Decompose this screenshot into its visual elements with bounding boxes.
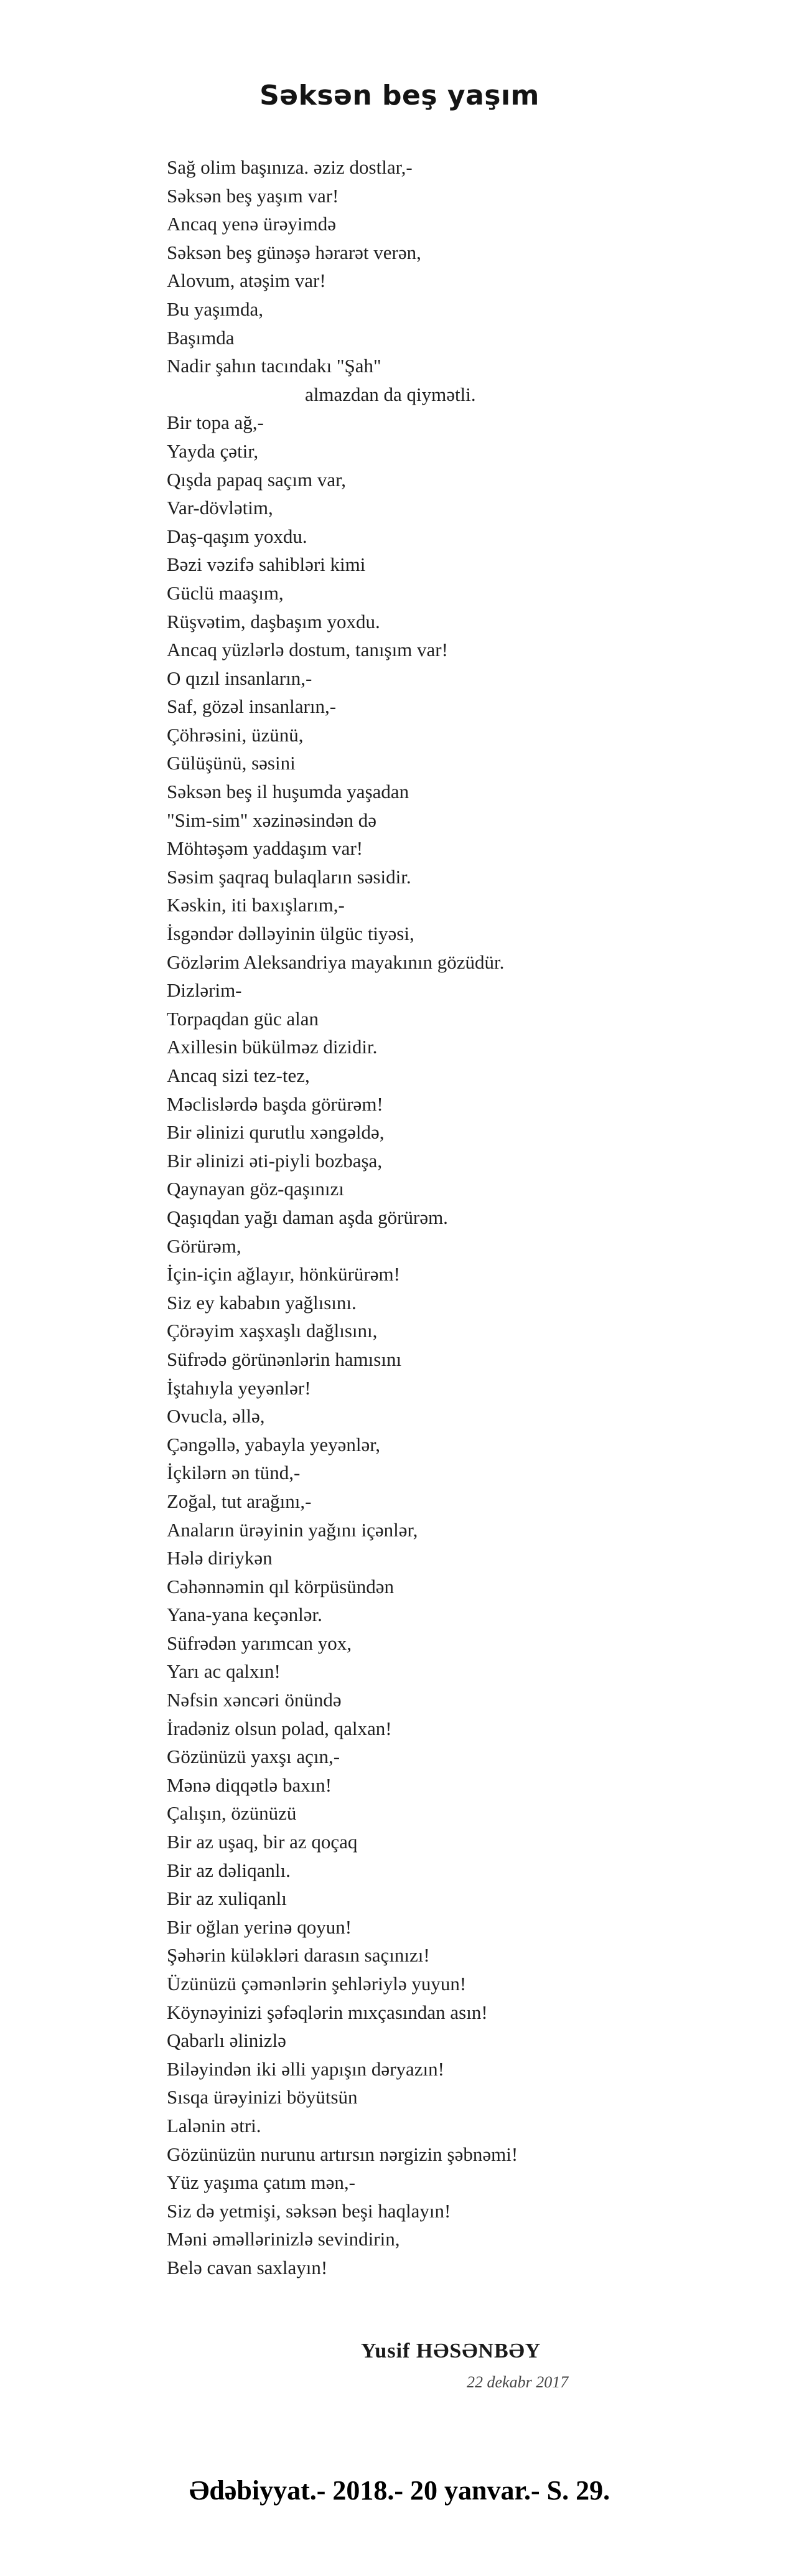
- poem-line: Rüşvətim, daşbaşım yoxdu.: [167, 610, 380, 632]
- poem-line: Ovucla, əllə,: [167, 1405, 265, 1427]
- poem-line: Bir əlinizi qurutlu xəngəldə,: [167, 1121, 385, 1144]
- poem-line: Kəskin, iti baxışlarım,-: [167, 894, 345, 916]
- poem-line: Belə cavan saxlayın!: [167, 2256, 328, 2278]
- poem-line: "Sim-sim" xəzinəsindən də: [167, 809, 376, 831]
- poem-line: Dizlərim-: [167, 979, 242, 1002]
- poem-line: Bu yaşımda,: [167, 298, 263, 320]
- poem-line: Möhtəşəm yaddaşım var!: [167, 837, 363, 860]
- poem-line: Axillesin bükülməz dizidir.: [167, 1036, 378, 1058]
- poem-line: Bəzi vəzifə sahibləri kimi: [167, 553, 366, 576]
- poem-line: Biləyindən iki əlli yapışın dəryazın!: [167, 2057, 444, 2080]
- poem-line: Çörəyim xaşxaşlı dağlısını,: [167, 1320, 378, 1342]
- poem-line: Səksən beş yaşım var!: [167, 184, 339, 207]
- poem-line: Bir az uşaq, bir az qoçaq: [167, 1831, 358, 1853]
- poem-line: Anaların ürəyinin yağını içənlər,: [167, 1518, 418, 1541]
- poem-line: Qaşıqdan yağı daman aşda görürəm.: [167, 1206, 448, 1228]
- poem-line: Bir əlinizi əti-piyli bozbaşa,: [167, 1149, 383, 1172]
- poem-line: Süfrədə görünənlərin hamısını: [167, 1348, 402, 1370]
- poem-line: almazdan da qiymətli.: [305, 383, 476, 405]
- poem-line: Süfrədən yarımcan yox,: [167, 1632, 352, 1654]
- poem-line: Yayda çətir,: [167, 440, 259, 462]
- poem-line: Gözlərim Aleksandriya mayakının gözüdür.: [167, 951, 505, 973]
- poem-line: Qışda papaq saçım var,: [167, 468, 346, 491]
- poem-line: Gözünüzün nurunu artırsın nərgizin şəbnəmi!: [167, 2143, 518, 2165]
- poem-line: Çalışın, özünüzü: [167, 1802, 297, 1825]
- poem-line: Məclislərdə başda görürəm!: [167, 1093, 383, 1115]
- poem-line: Zoğal, tut arağını,-: [167, 1490, 312, 1512]
- poem-line: Mənə diqqətlə baxın!: [167, 1774, 332, 1796]
- poem-line: Ancaq yüzlərlə dostum, tanışım var!: [167, 639, 448, 661]
- poem-body: [167, 153, 789, 2282]
- poem-line: O qızıl insanların,-: [167, 667, 312, 689]
- poem-line: Gözünüzü yaxşı açın,-: [167, 1746, 340, 1768]
- poem-line: Ancaq yenə ürəyimdə: [167, 213, 336, 235]
- poem-line: Bir oğlan yerinə qoyun!: [167, 1916, 352, 1938]
- poem-line: Məni əməllərinizlə sevindirin,: [167, 2228, 400, 2250]
- poem-line: Çöhrəsini, üzünü,: [167, 723, 304, 746]
- poem-line: Şəhərin küləkləri darasın saçınızı!: [167, 1944, 430, 1967]
- poem-line: Torpaqdan güc alan: [167, 1007, 319, 1030]
- poem-line: Ancaq sizi tez-tez,: [167, 1065, 310, 1086]
- poem-line: Hələ diriykən: [167, 1547, 273, 1569]
- poem-line: Cəhənnəmin qıl körpüsündən: [167, 1575, 395, 1597]
- poem-line: Alovum, atəşim var!: [167, 270, 326, 292]
- poem-line: Siz ey kababın yağlısını.: [167, 1291, 357, 1314]
- poem-line: Bir az xuliqanlı: [167, 1887, 287, 1910]
- poem-line: Bir topa ağ,-: [167, 411, 264, 434]
- poem-line: Gülüşünü, səsini: [167, 752, 296, 774]
- poem-line: Yarı ac qalxın!: [167, 1660, 281, 1683]
- publication-source: Ədəbiyyat.- 2018.- 20 yanvar.- S. 29.: [189, 2475, 610, 2506]
- poem-line: Siz də yetmişi, səksən beşi haqlayın!: [167, 2199, 451, 2222]
- poem-line: Başımda: [167, 326, 235, 349]
- poem-line: Səsim şaqraq bulaqların səsidir.: [167, 865, 411, 888]
- poem-line: Qaynayan göz-qaşınızı: [167, 1178, 344, 1200]
- poem-line: Güclü maaşım,: [167, 581, 284, 604]
- poem-line: Nadir şahın tacındakı "Şah": [167, 355, 381, 377]
- poem-line: Səksən beş il huşumda yaşadan: [167, 781, 409, 803]
- poem-line: Görürəm,: [167, 1234, 241, 1257]
- poem-line: Var-dövlətim,: [167, 497, 273, 519]
- poem-line: Bir az dəliqanlı.: [167, 1859, 291, 1881]
- poem-line: Lalənin ətri.: [167, 2114, 261, 2136]
- poem-line: Üzünüzü çəmənlərin şehləriylə yuyun!: [167, 1973, 467, 1995]
- poem-line: Yüz yaşıma çatım mən,-: [167, 2171, 356, 2194]
- author-signature: Yusif HƏSƏNBƏY: [361, 2339, 541, 2362]
- poem-line: Saf, gözəl insanların,-: [167, 695, 337, 718]
- poem-line: İsgəndər dəlləyinin ülgüc tiyəsi,: [167, 923, 414, 945]
- poem-line: İştahıyla yeyənlər!: [167, 1376, 311, 1399]
- poem-line: İradəniz olsun polad, qalxan!: [167, 1717, 392, 1739]
- poem-line: Qabarlı əlinizlə: [167, 2029, 286, 2052]
- poem-line: Yana-yana keçənlər.: [167, 1604, 322, 1626]
- poem-line: Çəngəllə, yabayla yeyənlər,: [167, 1433, 381, 1455]
- poem-date: 22 dekabr 2017: [467, 2373, 569, 2391]
- poem-line: Səksən beş günəşə hərarət verən,: [167, 241, 421, 263]
- poem-line: Köynəyinizi şəfəqlərin mıxçasından asın!: [167, 2001, 488, 2023]
- poem-title: Səksən beş yaşım: [259, 80, 540, 111]
- poem-line: İçin-için ağlayır, hönkürürəm!: [167, 1263, 400, 1286]
- poem-line: Sağ olim başınıza. əziz dostlar,-: [167, 156, 413, 178]
- poem-line: Nəfsin xəncəri önündə: [167, 1689, 342, 1711]
- poem-line: Sısqa ürəyinizi böyütsün: [167, 2086, 358, 2108]
- poem-line: İçkilərn ən tünd,-: [167, 1462, 301, 1484]
- poem-line: Daş-qaşım yoxdu.: [167, 525, 307, 547]
